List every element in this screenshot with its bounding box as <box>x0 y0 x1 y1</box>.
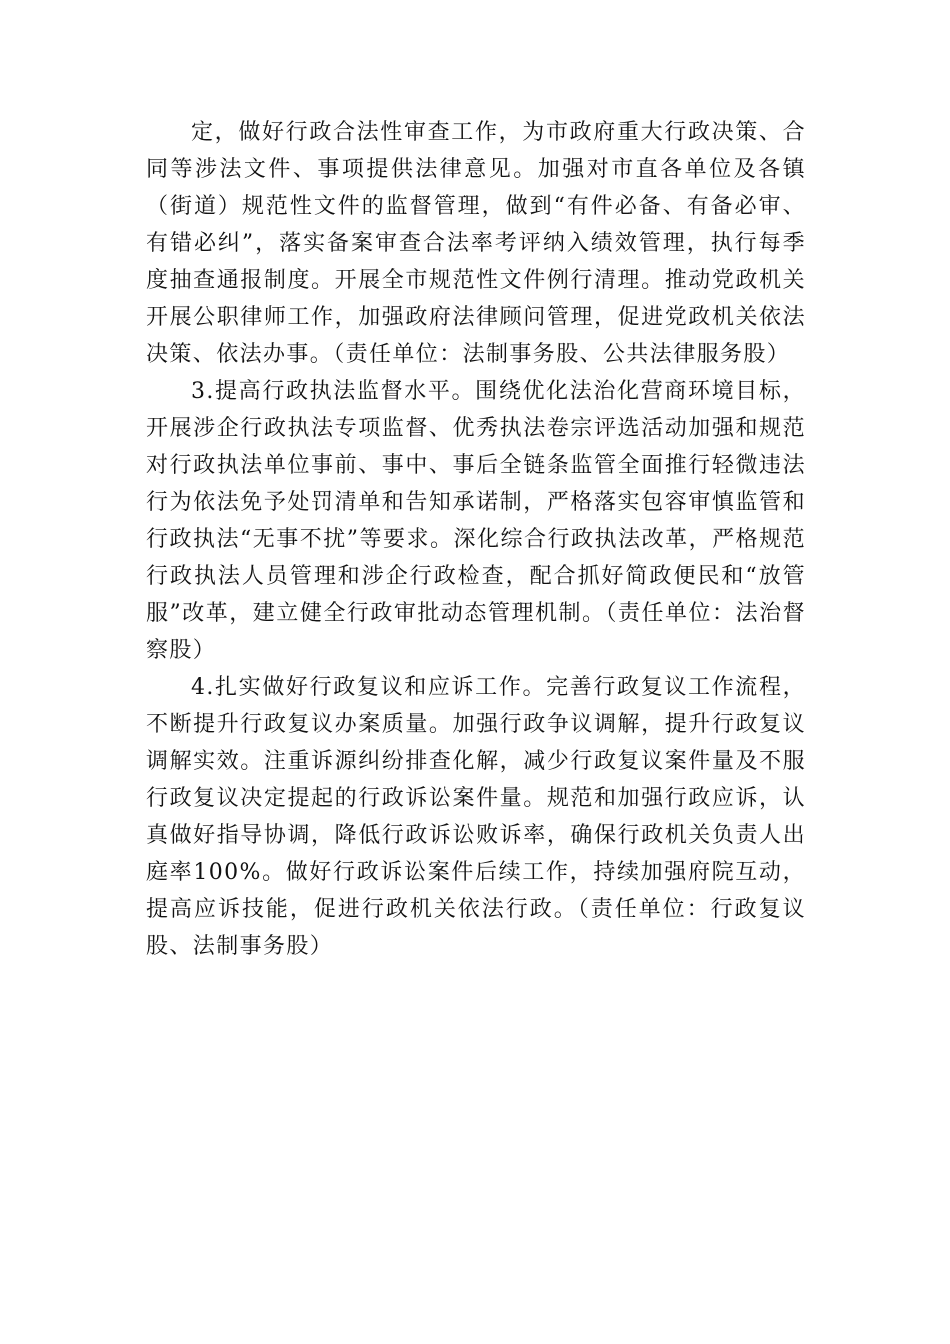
document-body <box>146 114 806 965</box>
paragraph-legality-review: 定，做好行政合法性审查工作，为市政府重大行政决策、合同等涉法文件、事项提供法律意见。加强对市直各单位及各镇（街道）规范性文件的监督管理，做到“有件必备、有备必审、有错必纠”，落实备案审查合法率考评纳入绩效管理，执行每季度抽查通报制度。开展全市规范性文件例行清理。推动党政机关开展公职律师工作，加强政府法律顾问管理，促进党政机关依法决策、依法办事。（责任单位：法制事务股、公共法律服务股） <box>146 120 806 367</box>
paragraph-enforcement-supervision: 3.提高行政执法监督水平。围绕优化法治化营商环境目标，开展涉企行政执法专项监督、优秀执法卷宗评选活动加强和规范对行政执法单位事前、事中、事后全链条监管全面推行轻微违法行为依法免予处罚清单和告知承诺制，严格落实包容审慎监管和行政执法“无事不扰”等要求。深化综合行政执法改革，严格规范行政执法人员管理和涉企行政检查，配合抓好简政便民和“放管服”改革，建立健全行政审批动态管理机制。（责任单位：法治督察股） <box>146 379 806 663</box>
paragraph-administrative-reconsideration: 4.扎实做好行政复议和应诉工作。完善行政复议工作流程，不断提升行政复议办案质量。加强行政争议调解，提升行政复议调解实效。注重诉源纠纷排查化解，减少行政复议案件量及不服行政复议决定提起的行政诉讼案件量。规范和加强行政应诉，认真做好指导协调，降低行政诉讼败诉率，确保行政机关负责人出庭率100%。做好行政诉讼案件后续工作，持续加强府院互动，提高应诉技能，促进行政机关依法行政。（责任单位：行政复议股、法制事务股） <box>146 675 806 959</box>
